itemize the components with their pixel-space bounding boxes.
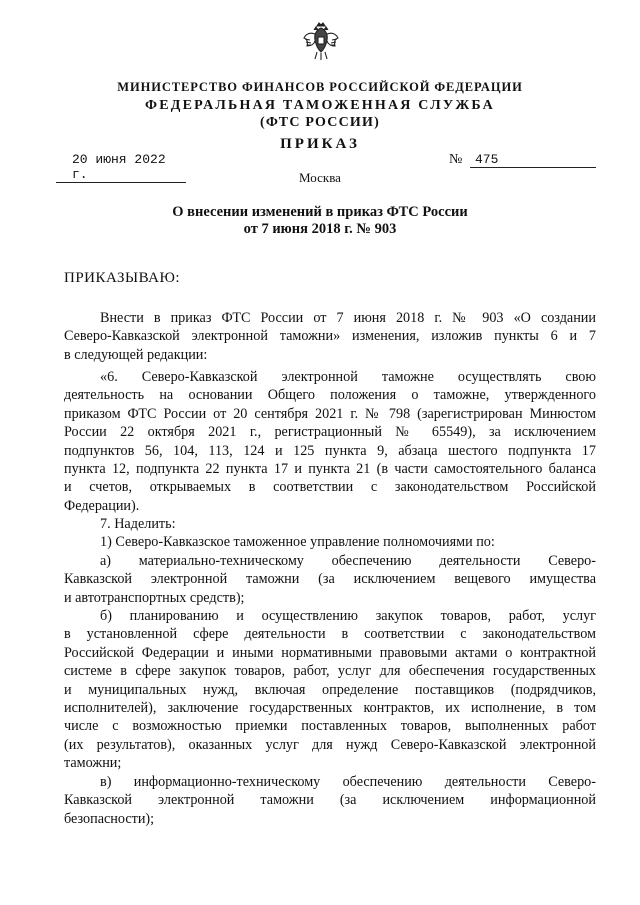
text-line: (их результатов), оказанных услуг для нужд Северо-Кавказской электронной [64, 736, 596, 753]
paragraph-intro [64, 309, 596, 364]
document-title [0, 204, 640, 238]
order-number-label: № [449, 152, 463, 167]
service-abbreviation: (ФТС РОССИИ) [260, 115, 380, 130]
text-line: Кавказской электронной таможни (за исключением вещевого имущества [64, 571, 596, 588]
text-line: пункта 12, подпункта 22 пункта 17 и пункта 21 (в части самостоятельного баланса [64, 460, 596, 477]
text-line: деятельность на основании Общего положения о таможне, утвержденного [64, 387, 596, 404]
text-line: подпунктов 56, 104, 113, 124 и 125 пункта 9, абзаца шестого подпункта 17 [64, 442, 596, 459]
text-line: 7. Наделить: [100, 516, 176, 532]
paragraph-item-7 [64, 515, 596, 552]
text-line: и муниципальных нужд, включая определение поставщиков (подрядчиков, [64, 681, 596, 698]
text-line: безопасности); [64, 810, 155, 827]
subitem-v [64, 773, 596, 828]
text-line: Северо-Кавказской электронной таможни» изменения, изложив пункты 6 и 7 [64, 328, 596, 345]
title-line: от 7 июня 2018 г. № 903 [243, 221, 397, 237]
text-line: Российской Федерации и иными нормативными правовыми актами о контрактной [64, 644, 596, 661]
order-directive: ПРИКАЗЫВАЮ: [64, 270, 181, 286]
coat-of-arms-emblem [302, 22, 340, 62]
order-number: 475 [470, 152, 596, 168]
text-line: в) информационно-техническому обеспечению деятельности Северо- [100, 774, 596, 790]
subitem-a [64, 552, 596, 607]
text-line: таможни; [64, 755, 122, 772]
text-line: б) планированию и осуществлению закупок товаров, работ, услуг [100, 608, 596, 624]
title-line: О внесении изменений в приказ ФТС России [172, 204, 468, 220]
text-line: Внести в приказ ФТС России от 7 июня 2018 г. № 903 «О создании [100, 310, 596, 326]
ministry-name: МИНИСТЕРСТВО ФИНАНСОВ РОССИЙСКОЙ ФЕДЕРАЦИИ [117, 80, 523, 94]
text-line: «6. Северо-Кавказской электронной таможне осуществлять свою [100, 369, 596, 385]
paragraph-item-6 [64, 368, 596, 515]
text-line: России 22 октября 2021 г., регистрационный № 65549), за исключением [64, 424, 596, 441]
text-line: исполнителей), заключение государственных контрактов, их исполнение, в том [64, 699, 596, 716]
text-line: и счетов, открываемых в соответствии с законодательством Российской [64, 479, 596, 496]
text-line: Кавказской электронной таможни (за исключением информационной [64, 792, 596, 809]
city: Москва [299, 170, 341, 185]
order-date: 20 июня 2022 г. [56, 152, 186, 183]
text-line: в установленной сфере деятельности в соответствии с законодательством [64, 626, 596, 643]
subitem-b [64, 607, 596, 773]
text-line: Федерации). [64, 497, 140, 514]
text-line: в следующей редакции: [64, 346, 208, 363]
text-line: числе с возможностью приемки поставленных товаров, выполненных работ [64, 718, 596, 735]
text-line: системе в сфере закупок товаров, работ, услуг для обеспечения государственных [64, 663, 596, 680]
text-line: приказом ФТС России от 20 сентября 2021 г. № 798 (зарегистрирован Минюстом [64, 405, 596, 422]
text-line: а) материально-техническому обеспечению деятельности Северо- [100, 553, 596, 569]
service-name: ФЕДЕРАЛЬНАЯ ТАМОЖЕННАЯ СЛУЖБА [145, 98, 495, 113]
document-type: ПРИКАЗ [280, 136, 360, 152]
text-line: 1) Северо-Кавказское таможенное управление полномочиями по: [100, 534, 495, 551]
text-line: и автотранспортных средств); [64, 589, 245, 606]
